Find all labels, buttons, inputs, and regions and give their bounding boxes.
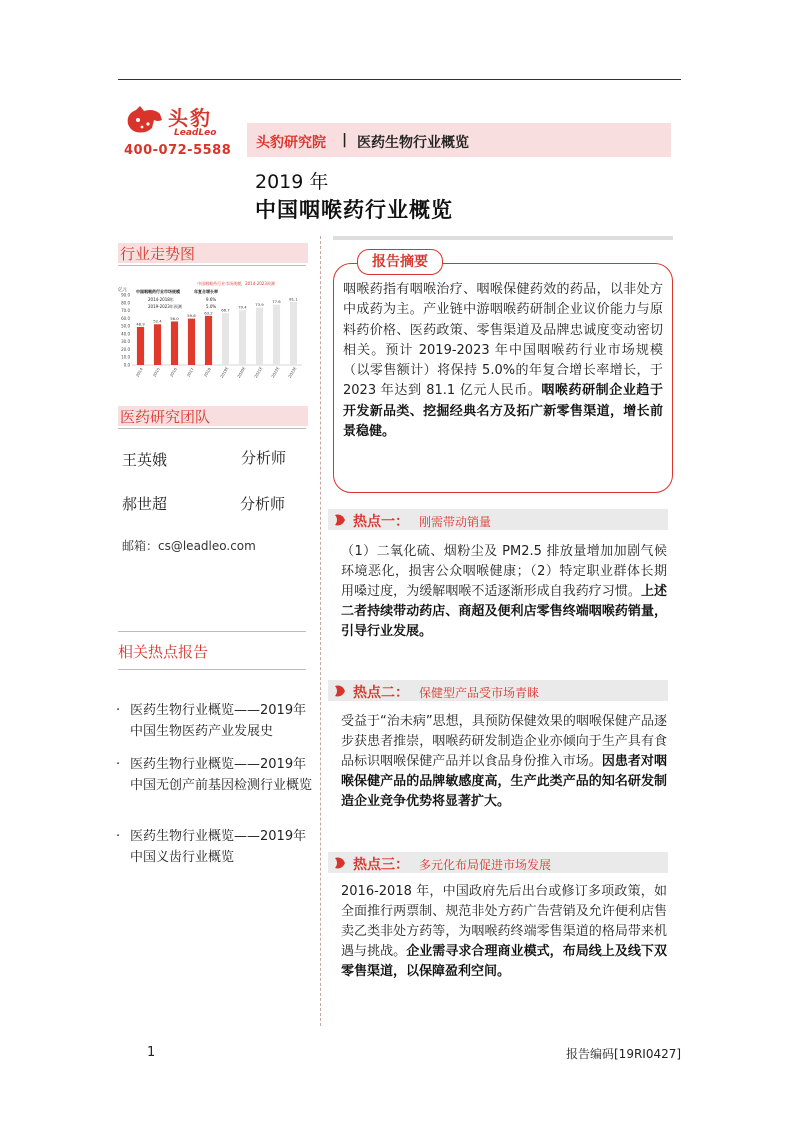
x-tick-label: 2014: [134, 366, 144, 378]
x-tick-label: 2021E: [253, 365, 264, 379]
hotspot-subtitle: 多元化布局促进市场发展: [419, 858, 552, 872]
chart-y-label: 亿元: [118, 288, 127, 293]
analyst-name: 郝世超: [122, 495, 168, 513]
header-bar: [247, 123, 671, 157]
y-tick-label: 40.0: [121, 331, 130, 337]
y-tick-label: 60.0: [121, 315, 130, 321]
chart-bar: [256, 308, 263, 365]
hotspot-subtitle: 刚需带动销量: [419, 515, 492, 529]
x-tick-label: 2017: [185, 366, 195, 378]
hotspot-text: [341, 712, 667, 812]
x-tick-label: 2016: [168, 366, 178, 378]
analyst-role: 分析师: [240, 495, 286, 513]
chart-legend-actual: 2014-2018年: [148, 297, 174, 302]
hotspot-bar: [328, 680, 668, 701]
chart-bar: [239, 310, 246, 365]
leopard-logo-icon: [124, 104, 164, 136]
contact-email[interactable]: 邮箱：cs@leadleo.com: [122, 539, 256, 553]
chart-bar: [188, 319, 195, 365]
bar-value-label: 77.6: [272, 299, 281, 305]
report-code: 报告编码[19RI0427]: [566, 1047, 682, 1061]
x-tick-label: 2022E: [270, 365, 281, 379]
hotspot-icon: [332, 683, 348, 699]
related-report-link[interactable]: [116, 826, 316, 868]
hotspot-icon: [332, 512, 348, 528]
y-tick-label: 70.0: [121, 308, 130, 314]
brand-name-cn: 头豹: [168, 106, 212, 130]
bar-value-label: 59.6: [187, 313, 196, 319]
chart-bar: [171, 321, 178, 365]
y-tick-label: 80.0: [121, 300, 130, 306]
hotspot-body: 2016-2018 年，中国政府先后出台或修订多项政策，如全面推行两票制、规范非处方药广告营销及允许便利店售卖乙类非处方药等，为咽喉药终端零售渠道的格局带来机遇与挑战。: [341, 884, 667, 959]
related-report-title: 医药生物行业概览——2019年中国义齿行业概览: [130, 829, 307, 865]
hotspot-body: （1）二氧化硫、烟粉尘及 PM2.5 排放量增加加剧气候环境恶化，损害公众咽喉健康；（2）特定职业群体长期用嗓过度，为缓解咽喉不适逐渐形成自我药疗习惯。: [341, 544, 667, 599]
bar-value-label: 81.1: [289, 296, 298, 302]
chart-bar: [222, 313, 229, 365]
bar-value-label: 66.7: [221, 307, 230, 313]
analyst-name: 王英娥: [122, 451, 168, 469]
header-separator: |: [342, 132, 348, 148]
summary-rule: [333, 236, 673, 240]
hotspot-emphasis: 因患者对咽喉保健产品的品牌敏感度高，生产此类产品的知名研发制造企业竞争优势将显著扩大。: [341, 754, 667, 809]
hotspot-label: 热点一：: [353, 514, 409, 530]
bullet: ·: [116, 757, 121, 772]
brand-name-en: LeadLeo: [174, 128, 217, 138]
trend-chart: [116, 279, 306, 384]
column-divider: [320, 236, 321, 1026]
chart-bar: [137, 327, 144, 365]
y-tick-label: 30.0: [121, 339, 130, 345]
x-tick-label: 2020E: [236, 365, 247, 379]
top-rule: [118, 79, 681, 80]
analyst-role: 分析师: [241, 449, 287, 467]
summary-emphasis: 咽喉药研制企业趋于开发新品类、挖掘经典名方及拓广新零售渠道，增长前景稳健。: [343, 383, 663, 440]
x-tick-label: 2019E: [219, 365, 230, 379]
hotspot-body: 受益于“治未病”思想，具预防保健效果的咽喉保健产品逐步获患者推崇，咽喉药研发制造企业亦倾向于生产具有食品标识咽喉保健产品并以食品身份推入市场。: [341, 714, 667, 769]
related-report-title: 医药生物行业概览——2019年中国无创产前基因检测行业概览: [130, 757, 313, 793]
hotspot-bar: [328, 852, 668, 873]
hotspot-text: [341, 542, 667, 642]
chart-legend-cagr: 年复合增长率: [194, 289, 218, 294]
related-report-title: 医药生物行业概览——2019年中国生物医药产业发展史: [130, 703, 307, 739]
chart-bar: [273, 305, 280, 365]
y-tick-label: 0.0: [123, 362, 130, 368]
chart-title: 中国咽喉药行业市场规模，2014-2023预测: [197, 281, 275, 286]
y-tick-label: 90.0: [121, 292, 130, 298]
summary-body: 咽喉药指有咽喉治疗、咽喉保健药效的药品，以非处方中成药为主。产业链中游咽喉药研制企业议价能力与原料药价格、医药政策、零售渠道及品牌忠诚度变动密切相关。预计 2019-2023 年中国咽喉药行业市场规模（以零售额计）将保持 5.0%的年复合增长率增长，于 2023 年达到 81.1 亿元人民币。: [343, 282, 663, 399]
trend-heading: 行业走势图: [118, 243, 308, 263]
related-report-link[interactable]: [116, 700, 316, 742]
chart-bar: [154, 324, 161, 365]
reports-heading: 相关热点报告: [118, 643, 209, 661]
hotspot-emphasis: 企业需寻求合理商业模式，布局线上及线下双零售渠道，以保障盈利空间。: [341, 944, 667, 979]
chart-legend-cagr-actual: 9.6%: [206, 297, 217, 302]
bar-value-label: 63.2: [204, 310, 213, 316]
x-tick-label: 2018: [202, 366, 212, 378]
chart-bar: [205, 316, 212, 365]
institute-name: 头豹研究院: [256, 135, 326, 151]
chart-bar: [290, 302, 297, 365]
doc-title: 中国咽喉药行业概览: [255, 198, 453, 222]
bar-value-label: 73.9: [255, 302, 264, 308]
page-number: 1: [147, 1045, 156, 1060]
y-tick-label: 10.0: [121, 354, 130, 360]
hotspot-icon: [332, 855, 348, 871]
bar-value-label: 52.4: [153, 318, 162, 324]
x-tick-label: 2023E: [287, 365, 298, 379]
summary-text: [343, 280, 663, 442]
chart-legend-title: 中国咽喉药行业市场规模: [136, 289, 180, 294]
bar-value-label: 70.4: [238, 304, 247, 310]
hotspot-text: [341, 882, 667, 982]
doc-year: 2019 年: [255, 171, 329, 193]
hotspot-label: 热点三：: [353, 857, 409, 873]
bar-value-label: 48.9: [136, 321, 145, 327]
team-heading: 医药研究团队: [118, 406, 308, 426]
series-name: 医药生物行业概览: [357, 135, 469, 151]
x-tick-label: 2015: [151, 366, 161, 378]
team-rule: [118, 428, 306, 429]
brand-phone: 400-072-5588: [124, 143, 232, 158]
related-report-link[interactable]: [116, 754, 316, 817]
bullet: ·: [116, 703, 121, 718]
chart-legend-cagr-forecast: 5.0%: [206, 304, 217, 309]
trend-rule: [118, 265, 306, 266]
hotspot-subtitle: 保健型产品受市场青睐: [419, 686, 540, 700]
reports-rule-bottom: [118, 669, 306, 670]
reports-rule-top: [118, 631, 306, 632]
chart-legend-forecast: 2019-2023年预测: [148, 304, 182, 309]
hotspot-label: 热点二：: [353, 685, 409, 701]
y-tick-label: 50.0: [121, 323, 130, 329]
hotspot-emphasis: 上述二者持续带动药店、商超及便利店零售终端咽喉药销量，引导行业发展。: [341, 584, 667, 639]
bar-value-label: 56.0: [170, 315, 179, 321]
bullet: ·: [116, 829, 121, 844]
hotspot-bar: [328, 509, 668, 530]
y-tick-label: 20.0: [121, 346, 130, 352]
summary-tag: 报告摘要: [357, 249, 443, 275]
